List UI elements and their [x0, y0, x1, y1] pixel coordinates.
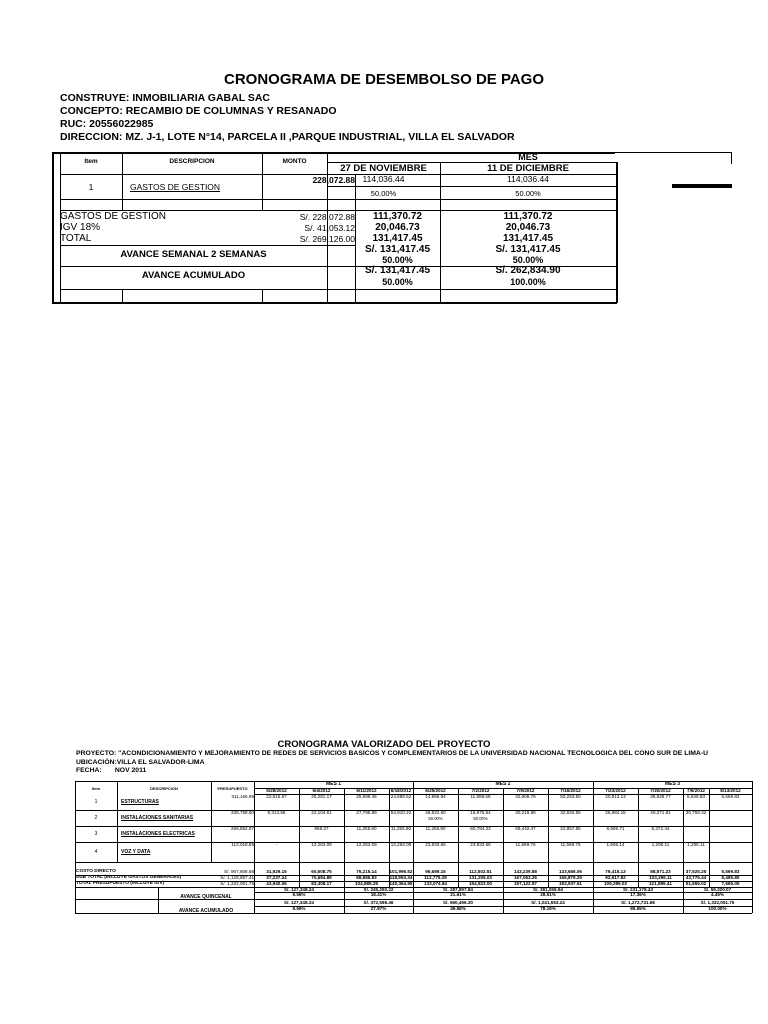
row-value: 68,442.47: [515, 826, 536, 831]
row-value: 46,522.60: [425, 810, 446, 815]
avance-acumulado-percent-1: 50.00%: [382, 277, 413, 287]
month-3: MES 3: [664, 781, 680, 787]
row-value: 24,588.52: [390, 794, 412, 799]
total-value: 197,122.97: [514, 880, 537, 886]
row1-percent-1: 50.00%: [370, 189, 397, 198]
summary-total-value-2: 131,417.45: [502, 233, 554, 244]
row-value: 20,913.13: [605, 794, 626, 799]
total-value: 118,953.34: [389, 874, 413, 880]
row-item: 1: [94, 799, 98, 805]
avance-quincenal-value: S/. 231,178.43: [623, 886, 653, 892]
row1-item: 1: [88, 182, 94, 192]
row-description: INSTALACIONES ELECTRICAS: [121, 831, 195, 837]
total-value: 88,571.23: [650, 868, 671, 874]
total-value: 140,364.95: [389, 880, 413, 886]
header-item: Item: [84, 158, 98, 165]
row-value: 11,569.76: [560, 842, 581, 847]
avance-quincenal-value: S/. 59,320.07: [703, 886, 732, 892]
avance-acumulado-label: AVANCE ACUMULADO: [178, 908, 234, 914]
avance-semanal-percent-1: 50.00%: [382, 255, 413, 265]
summary-total-label: TOTAL: [60, 233, 92, 244]
project-title: CRONOGRAMA VALORIZADO DEL PROYECTO: [277, 739, 491, 750]
row-value: 22,104.51: [311, 810, 332, 815]
row-value: 5,549.83: [687, 794, 705, 799]
info-concepto: CONCEPTO: RECAMBIO DE COLUMNAS Y RESANADO: [60, 105, 337, 117]
total-value: 96,689.15: [425, 868, 446, 874]
row-value: 32,834.55: [560, 810, 581, 815]
row-budget: 258,852.97: [231, 826, 254, 831]
total-value: 131,205.03: [469, 874, 492, 880]
row-percent: 50.00%: [473, 816, 488, 821]
total-value: 31,929.15: [266, 868, 287, 874]
row1-value-2: 114,036.44: [507, 174, 549, 184]
info-constructor: CONSTRUYE: INMOBILIARIA GABAL SAC: [60, 92, 270, 104]
total-label: COSTO DIRECTO: [76, 868, 116, 874]
total-value: 109,289.03: [604, 880, 627, 886]
row-value: 38,828.77: [650, 794, 671, 799]
total-label: TOTAL PRESUPUESTO (INCLUYE IGV): [76, 880, 165, 886]
header-monto: MONTO: [282, 158, 307, 165]
total-value: 6,495.80: [721, 874, 740, 880]
avance-quincenal-percent: 9.56%: [292, 892, 306, 897]
row-value: 30,218.86: [515, 810, 536, 815]
total-value: 133,074.84: [424, 880, 447, 886]
avance-semanal-label: AVANCE SEMANAL 2 SEMANAS: [120, 249, 267, 260]
avance-acumulado-percent: 49.58%: [450, 906, 466, 911]
total-amount: S/. 967,808.88: [224, 868, 254, 874]
row-value: 6,909.71: [606, 826, 625, 831]
date-3: 6/11/2012: [356, 788, 377, 793]
row-value: 32,908.76: [515, 794, 536, 799]
month-2: MES 2: [495, 781, 511, 787]
row-value: 11,255.90: [356, 826, 377, 831]
project-info-proyecto: PROYECTO: "ACONDICIONAMIENTO Y MEJORAMIENTO DE REDES DE SERVICIOS BASICOS Y COMPLEMENTARIOS DE LA UNIVERSIDAD NACIONAL TECNOLOGICA DEL CONO SUR DE LIMA-U: [76, 750, 708, 757]
avance-quincenal-value: S/. 287,897.84: [443, 886, 473, 892]
total-value: 112,502.51: [469, 868, 492, 874]
total-value: 60,608.75: [311, 868, 332, 874]
row-item: 2: [94, 815, 98, 821]
row1-value-1: 114,036.44: [362, 174, 405, 184]
row-value: 40,271.81: [650, 810, 671, 815]
date-6: 7/2/2012: [471, 788, 490, 793]
total-value: 37,237.24: [266, 874, 287, 880]
month-1: MES 1: [325, 781, 341, 787]
total-value: 7,665.05: [721, 880, 740, 886]
row-value: 12,263.09: [390, 842, 412, 847]
avance-semanal-percent-2: 50.00%: [512, 255, 544, 265]
row-description: VOZ Y DATA: [121, 849, 151, 855]
summary-total-amount: S/. 269,126.00: [299, 234, 355, 244]
summary-igv-value-2: 20,046.73: [505, 222, 551, 233]
date-11: 7/6/2012: [687, 788, 705, 793]
row-percent: 50.00%: [428, 816, 443, 821]
project-info-fecha: FECHA: NOV 2011: [76, 767, 147, 774]
total-value: 101,996.52: [389, 868, 413, 874]
row-value: 53,910.22: [390, 810, 412, 815]
row-value: 8,372.44: [651, 826, 670, 831]
avance-acumulado-value-2: S/. 262,834.90: [495, 265, 561, 276]
total-value: 76,215.14: [356, 868, 377, 874]
row-value: 12,263.09: [356, 842, 377, 847]
total-value: 133,656.06: [559, 868, 582, 874]
summary-gastos-label: GASTOS DE GESTION: [60, 211, 166, 222]
info-direccion: DIRECCION: MZ. J-1, LOTE N°14, PARCELA II ,PARQUE INDUSTRIAL, VILLA EL SALVADOR: [60, 131, 515, 143]
row-value: 9,313.58: [267, 810, 286, 815]
total-value: 5,569.83: [721, 868, 740, 874]
avance-quincenal-percent: 4.45%: [710, 892, 725, 897]
date-2: 6/4/2012: [312, 788, 331, 793]
month-2: 11 DE DICIEMBRE: [487, 163, 569, 174]
row-value: 11,899.58: [470, 794, 491, 799]
header-item: Item: [91, 786, 101, 791]
total-value: 167,053.26: [514, 874, 537, 880]
avance-acumulado-label: AVANCE ACUMULADO: [141, 270, 246, 281]
total-value: 37,525.25: [685, 868, 707, 874]
avance-acumulado-percent: 100.00%: [708, 906, 727, 911]
total-value: 183,937.51: [559, 880, 582, 886]
avance-acumulado-value-1: S/. 131,417.45: [364, 265, 431, 276]
total-value: 70,684.89: [311, 874, 332, 880]
total-value: 112,775.29: [424, 874, 447, 880]
date-7: 7/9/2012: [516, 788, 535, 793]
avance-quincenal-value: S/. 245,250.22: [363, 886, 394, 892]
date-10: 7/30/2012: [650, 788, 671, 793]
total-value: 43,940.06: [266, 880, 287, 886]
summary-igv-amount: S/. 41,053.12: [304, 223, 355, 233]
row-value: 11,569.76: [515, 842, 536, 847]
row1-monto: 228,072.88: [312, 175, 355, 185]
total-value: 43,775.44: [685, 874, 707, 880]
total-amount: S/. 1,332,051.75: [220, 880, 254, 886]
summary-gastos-amount: S/. 228,072.88: [299, 212, 355, 222]
avance-quincenal-percent: 18.41%: [370, 892, 387, 897]
total-value: 83,408.17: [311, 880, 332, 886]
row-value: 25,281.17: [311, 794, 332, 799]
row-value: -: [275, 842, 278, 847]
row-budget: 335,758.60: [231, 810, 254, 815]
avance-quincenal-value: S/. 127,348.24: [284, 886, 314, 892]
date-9: 7/23/2012: [605, 788, 626, 793]
row-value: 26,899.46: [356, 794, 377, 799]
avance-quincenal-value: S/. 381,056.94: [533, 886, 563, 892]
row-description: INSTALACIONES SANITARIAS: [121, 815, 194, 821]
project-info-ubicacion: UBICACIÓN:VILLA EL SALVADOR-LIMA: [76, 758, 205, 766]
row-value: 23,933.65: [470, 842, 491, 847]
row-value: 1,206.11: [687, 842, 705, 847]
row-value: 30,759.32: [685, 810, 707, 815]
row-value: 11,255.90: [390, 826, 412, 831]
row-value: 12,263.09: [311, 842, 332, 847]
summary-gastos-value-2: 111,370.72: [503, 211, 553, 222]
row-value: 60,784.23: [470, 826, 491, 831]
total-value: 154,823.00: [469, 880, 492, 886]
total-value: 104,885.28: [355, 880, 378, 886]
avance-acumulado-value: S/. 660,496.30: [443, 899, 473, 905]
summary-total-value-1: 131,417.45: [372, 233, 423, 244]
summary-gastos-value-1: 111,370.72: [373, 211, 422, 222]
avance-quincenal-percent: 21.61%: [450, 892, 466, 897]
date-1: 5/28/2012: [266, 788, 287, 793]
avance-acumulado-value: S/. 127,348.24: [284, 899, 314, 905]
header-presupuesto: PRESUPUESTO: [217, 786, 248, 791]
row-value: 1,606.14: [606, 842, 625, 847]
summary-igv-label: IGV 18%: [60, 222, 101, 233]
row1-description: GASTOS DE GESTION: [130, 182, 221, 192]
row-value: 27,795.89: [356, 810, 377, 815]
avance-acumulado-percent-2: 100.00%: [510, 277, 546, 287]
avance-acumulado-percent: 27.97%: [370, 906, 387, 911]
total-amount: S/. 1,128,857.41: [220, 874, 254, 880]
avance-acumulado-percent: 78.19%: [540, 906, 556, 911]
avance-quincenal-label: AVANCE QUINCENAL: [180, 894, 232, 900]
avance-acumulado-percent: 95.55%: [630, 906, 646, 911]
info-ruc: RUC: 20556022985: [60, 118, 154, 130]
row-value: 16,875.64: [470, 810, 491, 815]
row-item: 4: [94, 849, 98, 855]
row-budget: 112,018.85: [231, 842, 254, 847]
date-4: 6/18/2012: [390, 788, 412, 793]
row-value: 5,569.83: [721, 794, 740, 799]
avance-quincenal-percent: 28.61%: [540, 892, 556, 897]
total-value: 121,889.41: [649, 880, 672, 886]
avance-acumulado-value: S/. 1,272,731.68: [621, 899, 655, 905]
total-label: SUB TOTAL (INCLUYE GASTOS GENERALES): [76, 874, 182, 880]
total-value: 143,239.88: [514, 868, 537, 874]
total-value: 88,885.83: [356, 874, 377, 880]
total-value: 51,655.02: [685, 880, 707, 886]
avance-acumulado-value: S/. 1,041,553.24: [531, 899, 565, 905]
avance-quincenal-percent: 17.36%: [630, 892, 646, 897]
date-12: 8/13/2012: [720, 788, 741, 793]
row-value: 23,933.65: [425, 842, 446, 847]
row-value: 50,253.60: [560, 794, 581, 799]
header-descripcion: DESCRIPCION: [150, 786, 178, 791]
date-5: 6/25/2012: [425, 788, 446, 793]
row-value: 22,615.57: [266, 794, 287, 799]
row-budget: 311,166.99: [231, 794, 254, 799]
avance-semanal-value-2: S/. 131,417.45: [495, 244, 561, 255]
header-mes: MES: [518, 152, 538, 162]
avance-acumulado-value: S/. 1,332,051.75: [700, 899, 735, 905]
summary-igv-value-1: 20,046.73: [375, 222, 420, 233]
total-value: 155,879.25: [559, 874, 582, 880]
total-value: 92,617.82: [605, 874, 626, 880]
row1-percent-2: 50.00%: [515, 189, 541, 198]
row-value: 14,966.94: [425, 794, 446, 799]
row-value: 26,984.15: [605, 810, 626, 815]
total-value: 103,296.11: [649, 874, 672, 880]
header-descripcion: DESCRIPCION: [169, 158, 215, 165]
row-value: 11,255.90: [425, 826, 446, 831]
row-description: ESTRUCTURAS: [121, 799, 159, 805]
row-value: 868.37: [314, 826, 329, 831]
page-title: CRONOGRAMA DE DESEMBOLSO DE PAGO: [223, 71, 545, 88]
row-value: 1,206.11: [651, 842, 670, 847]
date-8: 7/16/2012: [560, 788, 581, 793]
row-item: 3: [94, 831, 98, 837]
row-value: 22,857.85: [560, 826, 581, 831]
total-value: 79,415.13: [605, 868, 626, 874]
avance-acumulado-percent: 9.56%: [292, 906, 306, 911]
avance-acumulado-value: S/. 372,598.46: [363, 899, 394, 905]
avance-semanal-value-1: S/. 131,417.45: [364, 244, 431, 255]
month-1: 27 DE NOVIEMBRE: [340, 163, 427, 174]
